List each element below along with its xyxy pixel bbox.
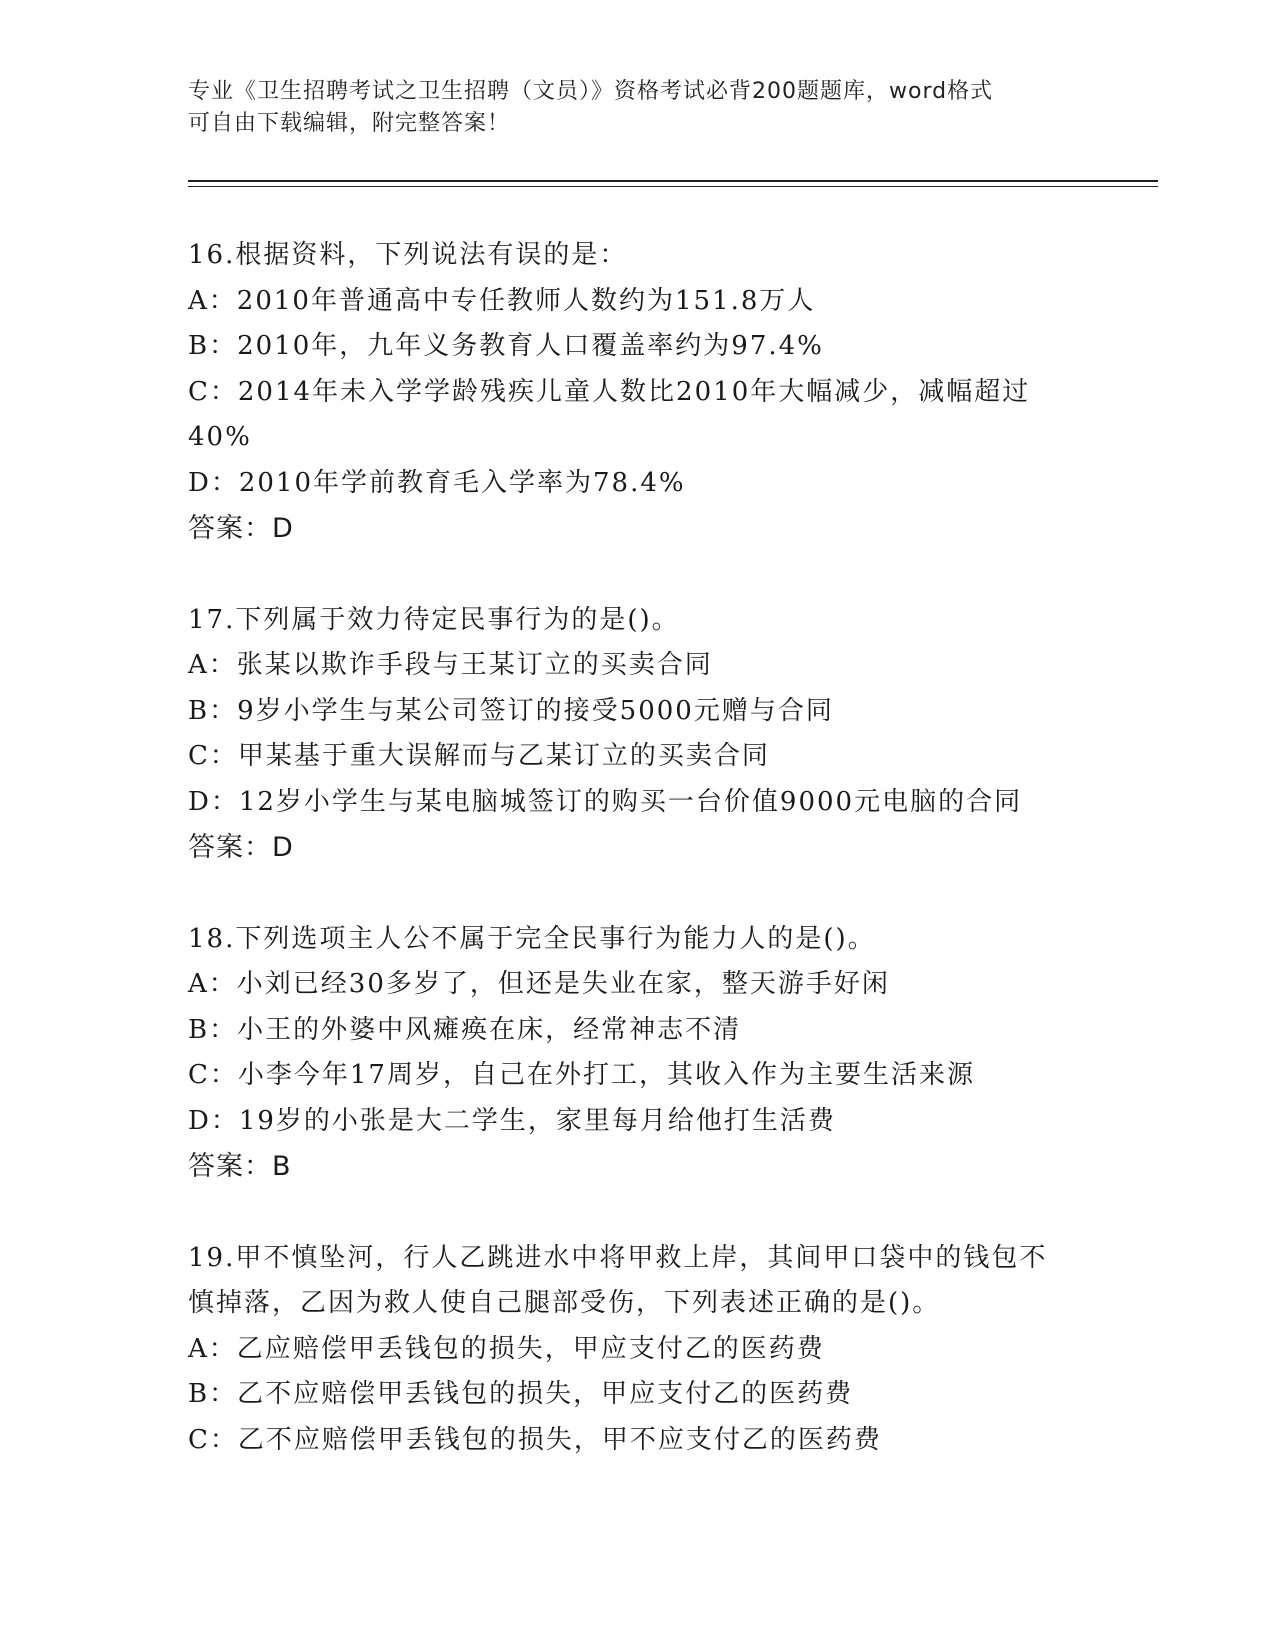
answer-option: C：2014年未入学学龄残疾儿童人数比2010年大幅减少，减幅超过 xyxy=(188,376,1031,407)
answer-option: B：2010年，九年义务教育人口覆盖率约为97.4% xyxy=(188,331,824,361)
answer-option: A：张某以欺诈手段与王某订立的买卖合同 xyxy=(188,650,713,680)
answer-option: A：小刘已经30多岁了，但还是失业在家，整天游手好闲 xyxy=(188,969,890,999)
question-stem: 19.甲不慎坠河，行人乙跳进水中将甲救上岸，其间甲口袋中的钱包不 xyxy=(188,1242,1048,1273)
question-block xyxy=(188,1236,1088,1464)
answer-option: B：小王的外婆中风瘫痪在床，经常神志不清 xyxy=(188,1014,742,1045)
answer-option: A：乙应赔偿甲丢钱包的损失，甲应支付乙的医药费 xyxy=(188,1333,825,1364)
answer-option: C：甲某基于重大误解而与乙某订立的买卖合同 xyxy=(188,741,770,771)
answer-option: C：乙不应赔偿甲丢钱包的损失，甲不应支付乙的医药费 xyxy=(188,1424,882,1455)
answer-key: 答案：D xyxy=(188,513,294,544)
question-block xyxy=(188,233,1088,552)
answer-option: D：19岁的小张是大二学生，家里每月给他打生活费 xyxy=(188,1105,836,1136)
header-divider-bottom xyxy=(188,186,1158,187)
answer-key: 答案：D xyxy=(188,832,294,863)
answer-option: 40% xyxy=(188,422,252,452)
answer-option: B：9岁小学生与某公司签订的接受5000元赠与合同 xyxy=(188,695,834,726)
question-block xyxy=(188,917,1088,1190)
question-stem: 17.下列属于效力待定民事行为的是()。 xyxy=(188,604,680,635)
answer-option: A：2010年普通高中专任教师人数约为151.8万人 xyxy=(188,285,816,316)
header-line-2: 可自由下载编辑，附完整答案！ xyxy=(188,111,511,136)
question-stem: 18.下列选项主人公不属于完全民事行为能力人的是()。 xyxy=(188,923,876,954)
question-stem: 16.根据资料，下列说法有误的是： xyxy=(188,240,628,270)
answer-option: D：12岁小学生与某电脑城签订的购买一台价值9000元电脑的合同 xyxy=(188,786,1023,817)
document-header xyxy=(188,76,1088,140)
question-stem: 慎掉落，乙因为救人使自己腿部受伤，下列表述正确的是()。 xyxy=(188,1288,941,1318)
question-block xyxy=(188,598,1088,871)
header-divider-top xyxy=(188,180,1158,182)
header-line-1: 专业《卫生招聘考试之卫生招聘（文员）》资格考试必背200题题库，word格式 xyxy=(188,79,994,104)
answer-option: D：2010年学前教育毛入学率为78.4% xyxy=(188,467,686,498)
answer-option: B：乙不应赔偿甲丢钱包的损失，甲应支付乙的医药费 xyxy=(188,1379,854,1409)
answer-key: 答案：B xyxy=(188,1151,292,1182)
answer-option: C：小李今年17周岁，自己在外打工，其收入作为主要生活来源 xyxy=(188,1060,975,1090)
question-list xyxy=(188,233,1088,1509)
